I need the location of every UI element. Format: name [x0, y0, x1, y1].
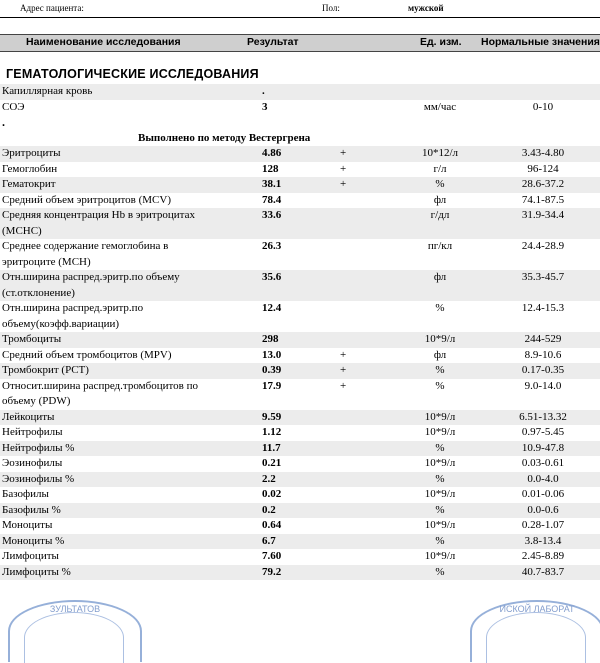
row-result: .	[262, 85, 265, 97]
row-flag: +	[340, 364, 347, 376]
sex-label: Пол:	[322, 3, 340, 13]
row-unit: 10*9/л	[424, 426, 456, 438]
row-norm: 6.51-13.32	[519, 410, 567, 423]
row-result: 7.60	[262, 550, 282, 562]
col-header-unit: Ед. изм.	[420, 36, 462, 48]
row-norm: 96-124	[527, 162, 559, 175]
table-row	[0, 441, 600, 457]
table-row	[0, 239, 600, 270]
row-unit: 10*12/л	[421, 147, 459, 159]
stamp-right-text: ИСКОЙ ЛАБОРАТ	[499, 604, 575, 614]
row-name: Гематокрит	[2, 178, 56, 190]
table-row	[0, 270, 600, 301]
row-result: 1.12	[262, 426, 282, 438]
table-row	[0, 565, 600, 581]
row-result: 78.4	[262, 193, 282, 206]
row-name: Относит.ширина распред.тромбоцитов по объему (PDW)	[2, 379, 198, 407]
stamp-left-text: ЗУЛЬТАТОВ	[49, 604, 101, 614]
row-norm: 244-529	[524, 333, 562, 345]
row-result: 38.1	[262, 178, 282, 190]
row-norm: 0.0-0.6	[527, 503, 559, 516]
row-unit: фл	[433, 271, 447, 283]
table-row	[0, 487, 600, 503]
table-row	[0, 193, 600, 209]
row-flag: +	[340, 147, 347, 159]
section-title: ГЕМАТОЛОГИЧЕСКИЕ ИССЛЕДОВАНИЯ	[6, 67, 259, 81]
row-unit: мм/час	[423, 100, 457, 113]
row-norm: 10.9-47.8	[521, 441, 565, 454]
row-name: Гемоглобин	[2, 162, 58, 175]
row-norm: 24.4-28.9	[521, 240, 565, 252]
patient-info-line	[0, 0, 600, 16]
row-name: Лимфоциты %	[2, 565, 71, 578]
row-unit: %	[435, 565, 445, 578]
table-row	[0, 410, 600, 426]
stamp-right	[470, 600, 600, 662]
row-flag: +	[340, 348, 347, 361]
row-unit: %	[435, 503, 445, 516]
table-row	[0, 456, 600, 472]
table-row	[0, 177, 600, 193]
table-row	[0, 84, 600, 100]
row-name: Моноциты %	[2, 534, 65, 547]
row-name: Эритроциты	[2, 147, 61, 159]
row-result: 35.6	[262, 271, 282, 283]
sex-value: мужской	[408, 3, 444, 13]
row-norm: 31.9-34.4	[521, 209, 565, 221]
row-norm: 40.7-83.7	[521, 565, 565, 578]
stamp-left	[8, 600, 142, 662]
row-name: Базофилы %	[2, 503, 61, 516]
row-result: 128	[262, 162, 279, 175]
row-norm: 9.0-14.0	[524, 379, 562, 392]
row-unit: фл	[433, 193, 447, 206]
row-result: 0.39	[262, 364, 282, 376]
results-table	[0, 84, 600, 580]
row-name: Капиллярная кровь	[2, 85, 93, 97]
row-unit: %	[435, 534, 445, 547]
row-name: Тромбоциты	[2, 333, 62, 345]
row-flag: +	[340, 162, 347, 175]
row-unit: 10*9/л	[424, 488, 456, 500]
row-name: Средний объем эритроцитов (MCV)	[2, 193, 172, 206]
row-result: 12.4	[262, 302, 282, 314]
row-name: Нейтрофилы	[2, 426, 63, 438]
row-result: 0.2	[262, 503, 276, 516]
row-name: Эозинофилы	[2, 457, 63, 469]
row-unit: %	[435, 364, 445, 376]
col-header-name: Наименование исследования	[26, 36, 181, 48]
table-row	[0, 208, 600, 239]
table-row	[0, 518, 600, 534]
row-norm: 8.9-10.6	[524, 348, 562, 361]
row-name: Лейкоциты	[2, 410, 55, 423]
table-row	[0, 348, 600, 364]
row-name: Тромбокрит (PCT)	[2, 364, 89, 376]
row-name: Среднее содержание гемоглобина в эритроците (MCH)	[2, 240, 169, 268]
row-unit: 10*9/л	[424, 410, 456, 423]
table-row	[0, 100, 600, 116]
table-row	[0, 115, 600, 131]
col-header-norm: Нормальные значения	[481, 36, 600, 48]
row-unit: %	[435, 379, 445, 392]
row-unit: %	[435, 302, 445, 314]
table-row	[0, 332, 600, 348]
row-name: Отн.ширина распред.эритр.по объему (ст.отклонение)	[2, 271, 180, 299]
row-result: 2.2	[262, 472, 276, 485]
table-row	[0, 301, 600, 332]
row-norm: 3.43-4.80	[521, 147, 565, 159]
row-result: 79.2	[262, 565, 282, 578]
address-label: Адрес пациента:	[20, 3, 84, 13]
row-norm: 0.01-0.06	[521, 488, 565, 500]
table-row	[0, 146, 600, 162]
table-row	[0, 549, 600, 565]
row-result: 9.59	[262, 410, 282, 423]
row-name: Отн.ширина распред.эритр.по объему(коэфф.вариации)	[2, 302, 144, 330]
row-name: Моноциты	[2, 519, 53, 531]
table-header	[0, 34, 600, 52]
row-norm: 35.3-45.7	[521, 271, 565, 283]
row-result: 0.64	[262, 519, 282, 531]
row-flag: +	[340, 178, 347, 190]
row-norm: 28.6-37.2	[521, 178, 565, 190]
row-unit: фл	[433, 348, 447, 361]
row-name: Нейтрофилы %	[2, 441, 75, 454]
row-norm: 0.17-0.35	[521, 364, 565, 376]
row-norm: 0.03-0.61	[521, 457, 565, 469]
row-norm: 3.8-13.4	[524, 534, 562, 547]
row-unit: %	[435, 441, 445, 454]
divider	[0, 17, 600, 18]
col-header-result: Результат	[247, 36, 299, 48]
row-norm: 74.1-87.5	[521, 193, 565, 206]
row-name: Средняя концентрация Hb в эритроцитах (MCHC)	[2, 209, 195, 237]
table-row	[0, 472, 600, 488]
row-norm: 0.28-1.07	[521, 519, 565, 531]
table-row	[0, 503, 600, 519]
row-norm: 0-10	[532, 100, 554, 113]
row-name: Средний объем тромбоцитов (MPV)	[2, 348, 172, 361]
row-flag: +	[340, 379, 347, 392]
row-name: .	[2, 115, 5, 129]
row-norm: 2.45-8.89	[521, 550, 565, 562]
row-unit: 10*9/л	[424, 519, 456, 531]
row-unit: %	[435, 178, 445, 190]
row-result: 3	[262, 100, 268, 113]
table-row	[0, 425, 600, 441]
row-name: Лимфоциты	[2, 550, 59, 562]
row-result: 26.3	[262, 240, 282, 252]
row-norm: 0.97-5.45	[521, 426, 565, 438]
row-result: 4.86	[262, 147, 282, 159]
row-unit: пг/кл	[427, 240, 453, 252]
table-row	[0, 534, 600, 550]
table-row	[0, 131, 600, 147]
row-norm: 0.0-4.0	[527, 472, 559, 485]
table-row	[0, 363, 600, 379]
table-row	[0, 379, 600, 410]
row-result: 298	[262, 333, 279, 345]
row-result: 0.21	[262, 457, 282, 469]
row-unit: %	[435, 472, 445, 485]
row-unit: г/л	[433, 162, 447, 175]
row-name: Базофилы	[2, 488, 49, 500]
row-unit: 10*9/л	[424, 457, 456, 469]
row-norm: 12.4-15.3	[521, 302, 565, 314]
row-result: 13.0	[262, 348, 282, 361]
row-result: 33.6	[262, 209, 282, 221]
row-result: 6.7	[262, 534, 276, 547]
row-result: 0.02	[262, 488, 282, 500]
row-unit: 10*9/л	[424, 333, 456, 345]
row-unit: г/дл	[430, 209, 450, 221]
method-note: Выполнено по методу Вестергрена	[138, 131, 311, 144]
row-result: 11.7	[262, 441, 281, 454]
table-row	[0, 162, 600, 178]
row-name: СОЭ	[2, 100, 25, 113]
row-name: Эозинофилы %	[2, 472, 75, 485]
row-unit: 10*9/л	[424, 550, 456, 562]
row-result: 17.9	[262, 379, 282, 392]
